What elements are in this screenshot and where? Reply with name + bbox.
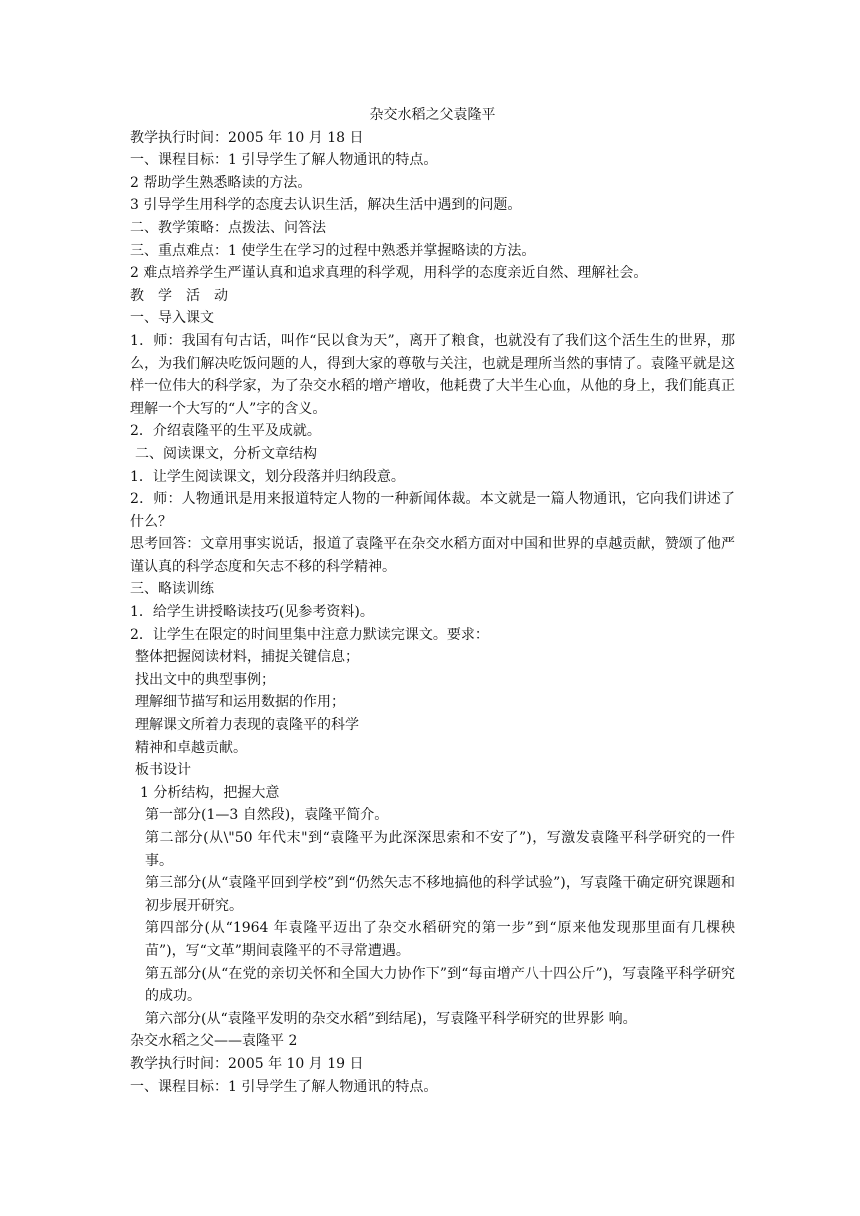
course-goal-1: 一、课程目标：1 引导学生了解人物通讯的特点。 <box>130 152 438 169</box>
part-6: 第六部分(从“袁隆平发明的杂交水稻”到结尾)，写袁隆平科学研究的世界影 响。 <box>145 1010 637 1027</box>
reading-answer: 思考回答：文章用事实说话，报道了袁隆平在杂交水稻方面对中国和世界的卓越贡献，赞颂了他严谨认真的科学态度和矢志不移的科学精神。 <box>130 536 735 575</box>
part-2: 第二部分(从\"50 年代末"到“袁隆平为此深深思索和不安了”)，写激发袁隆平科学研究的一件事。 <box>145 830 735 869</box>
requirement-4: 理解课文所着力表现的袁隆平的科学 <box>135 717 359 734</box>
part-3: 第三部分(从“袁隆平回到学校”到“仍然矢志不移地搞他的科学试验”)，写袁隆干确定研究课题和初步展开研究。 <box>145 875 735 914</box>
section-heading-skimming: 三、略读训练 <box>130 581 214 598</box>
second-teaching-date: 教学执行时间：2005 年 10 月 19 日 <box>130 1055 364 1072</box>
second-lesson-title: 杂交水稻之父——袁隆平 2 <box>130 1033 298 1050</box>
intro-paragraph: 1．师：我国有句古话，叫作“民以食为天”，离开了粮食，也就没有了我们这个活生生的世界，那么，为我们解决吃饭问题的人，得到大家的尊敬与关注，也就是理所当然的事情了。袁隆平就是这样一位伟大的科学家，为了杂交水稻的增产增收，他耗费了大半生心血，从他的身上，我们能真正理解一个大写的“人”字的含义。 <box>130 332 735 417</box>
document-title: 杂交水稻之父袁隆平 <box>369 107 496 123</box>
teaching-date: 教学执行时间：2005 年 10 月 18 日 <box>130 129 364 146</box>
requirement-1: 整体把握阅读材料，捕捉关键信息； <box>135 649 359 666</box>
section-heading-activities: 教 学 活 动 <box>130 287 228 304</box>
teaching-strategy: 二、教学策略：点拨法、问答法 <box>130 219 326 236</box>
requirement-4-cont: 精神和卓越贡献。 <box>135 739 247 756</box>
part-1: 第一部分(1—3 自然段)，袁隆平简介。 <box>145 807 389 824</box>
requirement-3: 理解细节描写和运用数据的作用； <box>135 694 345 711</box>
document-page <box>130 104 735 1098</box>
part-5: 第五部分(从“在党的亲切关怀和全国大力协作下”到“每亩增产八十四公斤”)，写袁隆平科学研究的成功。 <box>145 965 735 1005</box>
course-goal-2: 2 帮助学生熟悉略读的方法。 <box>130 174 312 191</box>
skimming-item-2: 2．让学生在限定的时间里集中注意力默读完课文。要求： <box>130 626 489 643</box>
section-heading-reading: 二、阅读课文，分析文章结构 <box>135 445 317 462</box>
key-difficulty-1: 三、重点难点：1 使学生在学习的过程中熟悉并掌握略读的方法。 <box>130 242 536 259</box>
course-goal-3: 3 引导学生用科学的态度去认识生活，解决生活中遇到的问题。 <box>130 197 522 214</box>
structure-analysis: 1 分析结构，把握大意 <box>140 784 280 801</box>
part-4: 第四部分(从“1964 年袁隆平迈出了杂交水稻研究的第一步”到“原来他发现那里面有几棵秧苗”)，写“文革”期间袁隆平的不寻常遭遇。 <box>145 920 735 959</box>
blackboard-design-heading: 板书设计 <box>135 762 191 779</box>
requirement-2: 找出文中的典型事例； <box>135 671 275 688</box>
section-heading-intro: 一、导入课文 <box>130 310 214 327</box>
key-difficulty-2: 2 难点培养学生严谨认真和追求真理的科学观，用科学的态度亲近自然、理解社会。 <box>130 265 648 282</box>
skimming-item-1: 1．给学生讲授略读技巧(见参考资料)。 <box>130 604 374 621</box>
reading-item-2: 2．师：人物通讯是用来报道特定人物的一种新闻体裁。本文就是一篇人物通讯，它向我们讲述了什么？ <box>130 491 735 530</box>
intro-item-2: 2．介绍袁隆平的生平及成就。 <box>130 423 321 440</box>
second-course-goal-1: 一、课程目标：1 引导学生了解人物通讯的特点。 <box>130 1078 438 1095</box>
reading-item-1: 1．让学生阅读课文，划分段落并归纳段意。 <box>130 468 405 485</box>
